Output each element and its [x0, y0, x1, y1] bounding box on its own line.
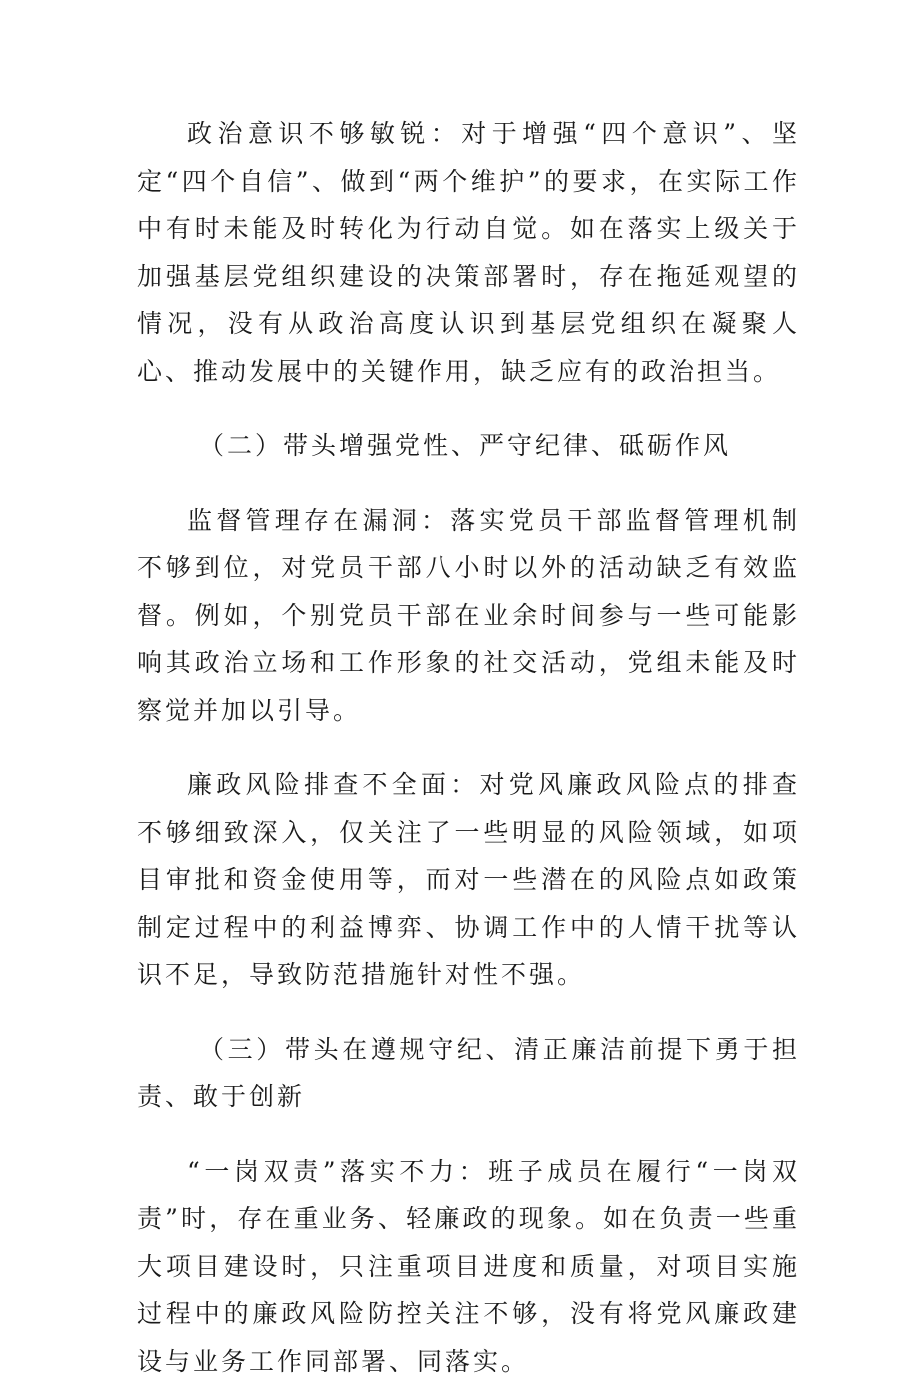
paragraph-supervision-loopholes: 监督管理存在漏洞：落实党员干部监督管理机制不够到位，对党员干部八小时以外的活动缺乏有效监督。例如，个别党员干部在业余时间参与一些可能影响其政治立场和工作形象的社交活动，党组未能及时察觉并加以引导。 [137, 497, 800, 735]
paragraph-dual-responsibility: “一岗双责”落实不力：班子成员在履行“一岗双责”时，存在重业务、轻廉政的现象。如在负责一些重大项目建设时，只注重项目进度和质量，对项目实施过程中的廉政风险防控关注不够，没有将党风廉政建设与业务工作同部署、同落实。 [137, 1148, 800, 1385]
section-heading-2: （二）带头增强党性、严守纪律、砥砺作风 [137, 422, 800, 470]
paragraph-political-awareness: 政治意识不够敏锐：对于增强“四个意识”、坚定“四个自信”、做到“两个维护”的要求，在实际工作中有时未能及时转化为行动自觉。如在落实上级关于加强基层党组织建设的决策部署时，存在拖延观望的情况，没有从政治高度认识到基层党组织在凝聚人心、推动发展中的关键作用，缺乏应有的政治担当。 [137, 110, 800, 395]
section-heading-3: （三）带头在遵规守纪、清正廉洁前提下勇于担责、敢于创新 [137, 1026, 800, 1121]
paragraph-integrity-risk: 廉政风险排查不全面：对党风廉政风险点的排查不够细致深入，仅关注了一些明显的风险领域，如项目审批和资金使用等，而对一些潜在的风险点如政策制定过程中的利益博弈、协调工作中的人情干扰等认识不足，导致防范措施针对性不强。 [137, 761, 800, 999]
